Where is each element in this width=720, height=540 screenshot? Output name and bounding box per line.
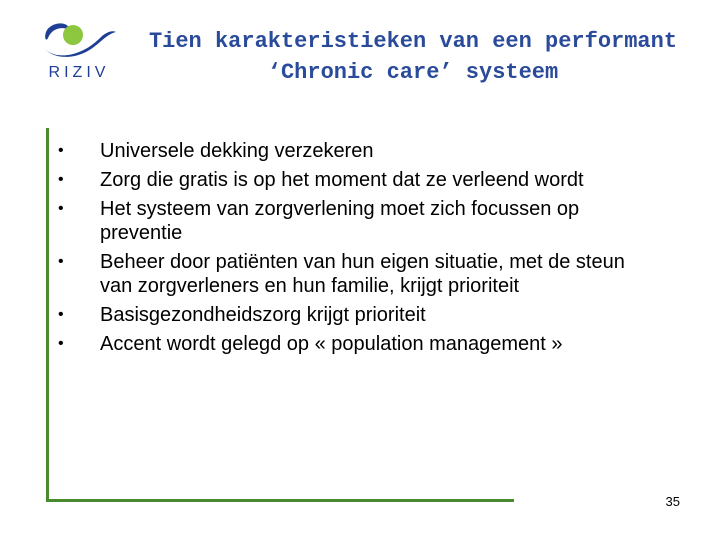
bullet-text: Basisgezondheidszorg krijgt prioriteit bbox=[100, 304, 426, 326]
logo-text: RIZIV bbox=[48, 64, 110, 81]
bullet-item bbox=[58, 250, 658, 298]
bullet-text: Zorg die gratis is op het moment dat ze verleend wordt bbox=[100, 169, 584, 191]
title-line-1: Tien karakteristieken van een performant bbox=[148, 29, 678, 54]
bullet-text: Het systeem van zorgverlening moet zich focussen op preventie bbox=[100, 198, 580, 244]
bullet-marker: • bbox=[58, 253, 64, 270]
left-accent-line bbox=[46, 128, 49, 500]
bullet-list bbox=[58, 139, 658, 361]
bullet-marker: • bbox=[58, 306, 64, 323]
bullet-item bbox=[58, 168, 658, 192]
bullet-marker: • bbox=[58, 142, 64, 159]
page-number: 35 bbox=[665, 494, 680, 509]
riziv-logo-icon bbox=[40, 18, 118, 64]
bullet-item bbox=[58, 303, 658, 327]
page-title bbox=[118, 26, 708, 88]
bullet-item bbox=[58, 139, 658, 163]
bullet-marker: • bbox=[58, 171, 64, 188]
bullet-text: Accent wordt gelegd op « population management » bbox=[100, 333, 563, 355]
bullet-marker: • bbox=[58, 335, 64, 352]
bottom-accent-line bbox=[46, 499, 514, 502]
title-line-2: ‘Chronic care’ systeem bbox=[267, 60, 559, 85]
bullet-item bbox=[58, 197, 658, 245]
bullet-marker: • bbox=[58, 200, 64, 217]
bullet-item bbox=[58, 332, 658, 356]
bullet-text: Beheer door patiënten van hun eigen situatie, met de steun van zorgverleners en hun familie, krijgt prioriteit bbox=[100, 251, 625, 297]
riziv-logo bbox=[40, 18, 118, 88]
bullet-text: Universele dekking verzekeren bbox=[100, 140, 374, 162]
